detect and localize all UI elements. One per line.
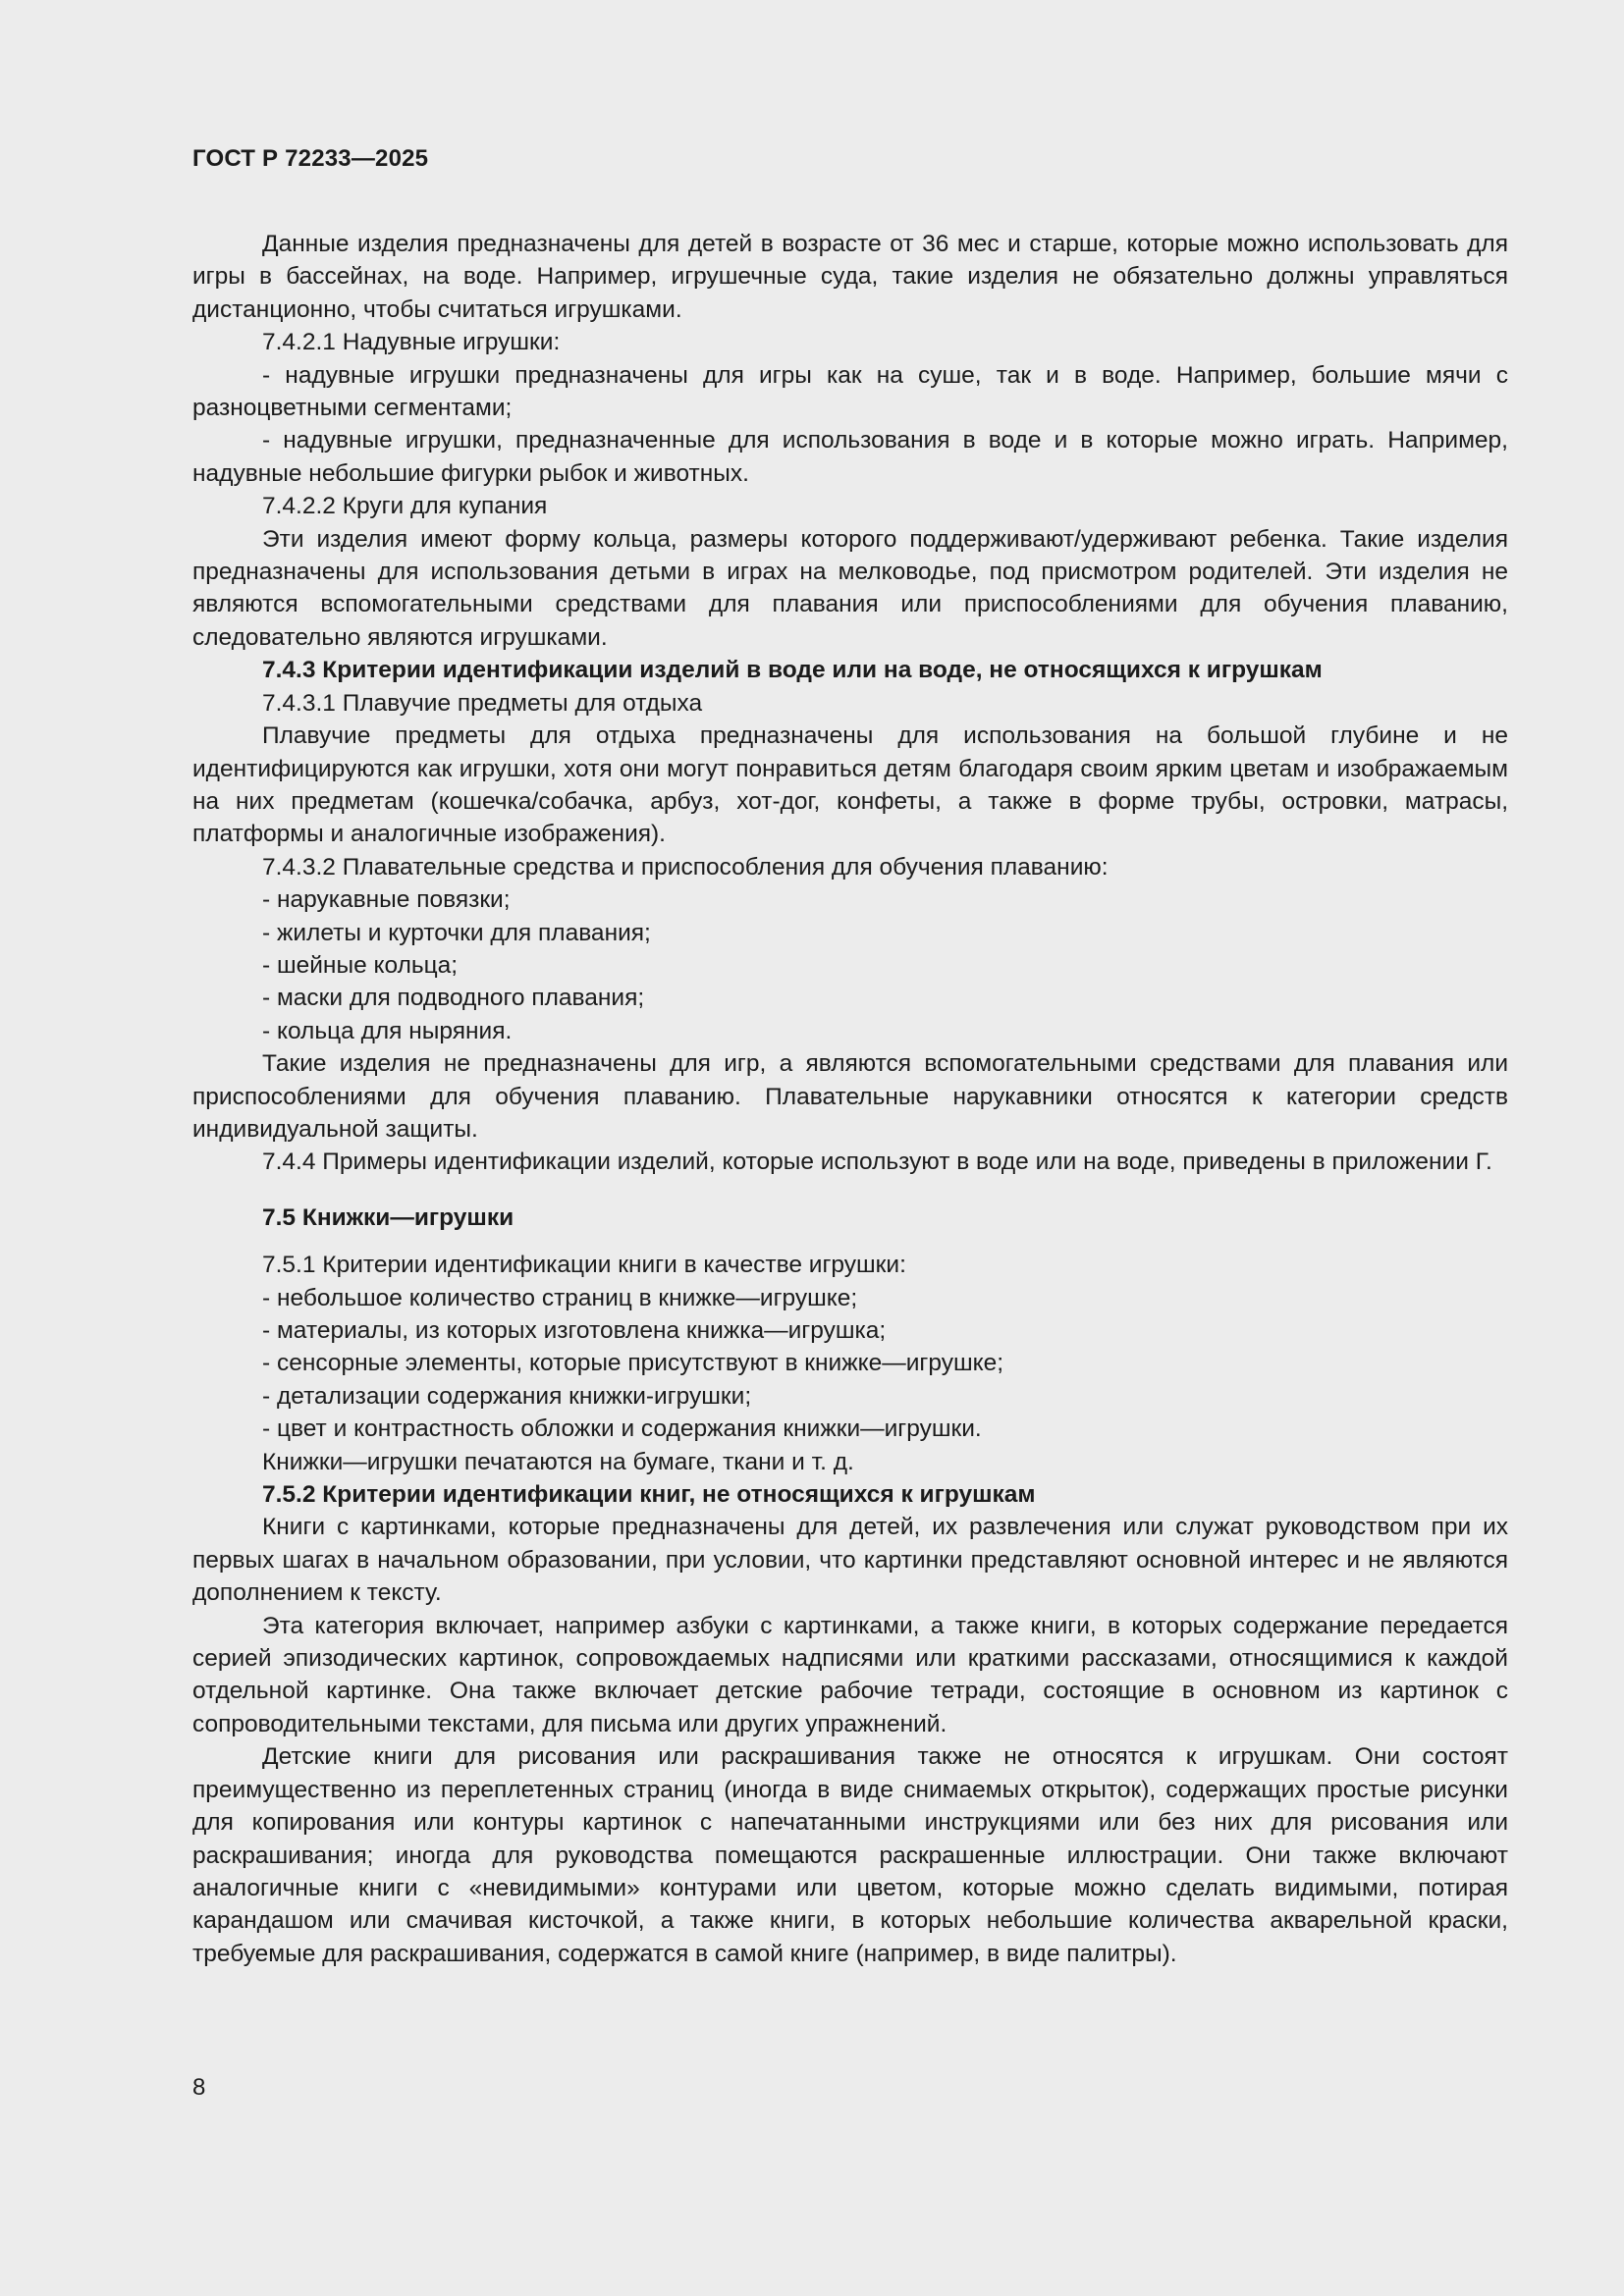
clause-title: 7.4.2.2 Круги для купания — [262, 493, 548, 520]
list-item: - надувные игрушки предназначены для игры как на суше, так и в воде. Например, большие мячи с разноцветными сегментами; — [192, 361, 1508, 422]
list-item: - маски для подводного плавания; — [262, 985, 645, 1012]
clause-title: 7.4.3.1 Плавучие предметы для отдыха — [262, 689, 703, 717]
page-number: 8 — [192, 2074, 206, 2101]
paragraph: Эти изделия имеют форму кольца, размеры которого поддерживают/удерживают ребенка. Такие изделия предназначены для использования детьми в играх на мелководье, под присмотром родителей. Эти изделия не являются вспомогательными средствами для плавания или приспособлениями для обучения плаванию, следовательно являются игрушками. — [192, 525, 1508, 651]
section-heading: 7.5 Книжки—игрушки — [262, 1203, 514, 1231]
document-body — [192, 228, 1508, 1970]
clause-title: 7.5.1 Критерии идентификации книги в качестве игрушки: — [262, 1252, 906, 1279]
list-item: - нарукавные повязки; — [262, 886, 511, 914]
list-item: - материалы, из которых изготовлена книжка—игрушка; — [262, 1317, 887, 1344]
list-item: - сенсорные элементы, которые присутствуют в книжке—игрушке; — [262, 1350, 1004, 1377]
list-item: - небольшое количество страниц в книжке—игрушке; — [262, 1284, 858, 1311]
paragraph: Данные изделия предназначены для детей в возрасте от 36 мес и старше, которые можно использовать для игры в бассейнах, на воде. Например, игрушечные суда, такие изделия не обязательно должны управляться дистанционно, чтобы считаться игрушками. — [192, 231, 1508, 323]
paragraph: Эта категория включает, например азбуки с картинками, а также книги, в которых содержание передается серией эпизодических картинок, сопровождаемых надписями или краткими рассказами, относящимися к каждой отдельной картинке. Она также включает детские рабочие тетради, состоящие в основном из картинок с сопроводительными текстами, для письма или других упражнений. — [192, 1612, 1508, 1737]
section-heading: 7.5.2 Критерии идентификации книг, не относящихся к игрушкам — [262, 1481, 1036, 1509]
list-item: - детализации содержания книжки-игрушки; — [262, 1382, 752, 1410]
clause-title: 7.4.3.2 Плавательные средства и приспособления для обучения плаванию: — [262, 853, 1109, 881]
section-heading: 7.4.3 Критерии идентификации изделий в воде или на воде, не относящихся к игрушкам — [262, 657, 1323, 684]
paragraph: Такие изделия не предназначены для игр, а являются вспомогательными средствами для плавания или приспособлениями для обучения плаванию. Плавательные нарукавники относятся к категории средств индивидуальной защиты. — [192, 1050, 1508, 1143]
list-item: - кольца для ныряния. — [262, 1017, 513, 1044]
list-item: - цвет и контрастность обложки и содержания книжки—игрушки. — [262, 1415, 982, 1443]
paragraph: Книги с картинками, которые предназначены для детей, их развлечения или служат руководством при их первых шагах в начальном образовании, при условии, что картинки представляют основной интерес и не являются дополнением к тексту. — [192, 1514, 1508, 1607]
document-header: ГОСТ Р 72233—2025 — [192, 145, 429, 172]
list-item: - шейные кольца; — [262, 951, 459, 979]
paragraph: Плавучие предметы для отдыха предназначены для использования на большой глубине и не идентифицируются как игрушки, хотя они могут понравиться детям благодаря своим ярким цветам и изображаемым на них предметам (кошечка/собачка, арбуз, хот-дог, конфеты, а также в форме трубы, островки, матрасы, платформы и аналогичные изображения). — [192, 722, 1508, 848]
list-item: - надувные игрушки, предназначенные для использования в воде и в которые можно играть. Например, надувные небольшие фигурки рыбок и животных. — [192, 427, 1508, 487]
paragraph: 7.4.4 Примеры идентификации изделий, которые используют в воде или на воде, приведены в приложении Г. — [262, 1148, 1492, 1176]
clause-title: 7.4.2.1 Надувные игрушки: — [262, 329, 561, 356]
paragraph: Книжки—игрушки печатаются на бумаге, ткани и т. д. — [262, 1448, 854, 1475]
list-item: - жилеты и курточки для плавания; — [262, 919, 651, 946]
paragraph: Детские книги для рисования или раскрашивания также не относятся к игрушкам. Они состоят преимущественно из переплетенных страниц (иногда в виде снимаемых открыток), содержащих простые рисунки для копирования или контуры картинок с напечатанными инструкциями или без них для рисования или раскрашивания; иногда для руководства помещаются раскрашенные иллюстрации. Они также включают аналогичные книги с «невидимыми» контурами или цветом, которые можно сделать видимыми, потирая карандашом или смачивая кисточкой, а также книги, в которых небольшие количества акварельной краски, требуемые для раскрашивания, содержатся в самой книге (например, в виде палитры). — [192, 1743, 1508, 1967]
